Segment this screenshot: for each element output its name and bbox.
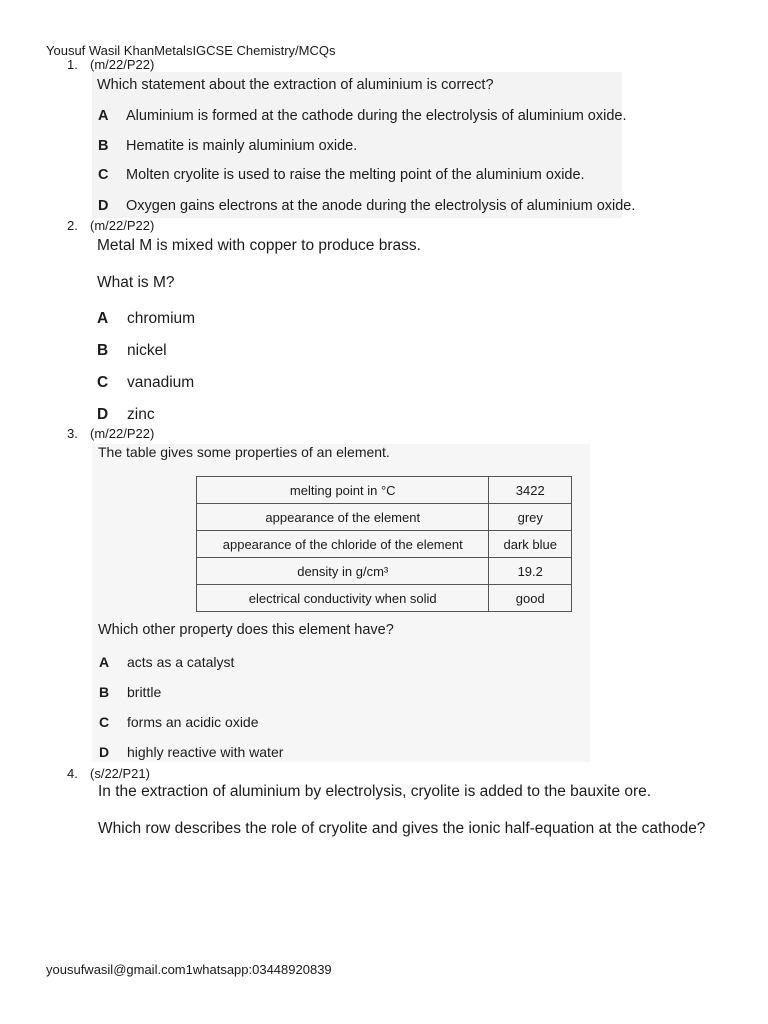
question-2-option-b: B nickel xyxy=(97,342,167,359)
value-cell: dark blue xyxy=(489,531,572,558)
question-4-number: 4. xyxy=(67,766,78,781)
value-cell: 19.2 xyxy=(489,558,572,585)
value-cell: 3422 xyxy=(489,477,572,504)
question-3-code: (m/22/P22) xyxy=(90,426,155,441)
question-3-option-d: D highly reactive with water xyxy=(99,744,284,760)
question-1-option-a: A Aluminium is formed at the cathode during the electrolysis of aluminium oxide. xyxy=(98,108,627,124)
value-cell: grey xyxy=(489,504,572,531)
question-3-option-c: C forms an acidic oxide xyxy=(99,714,259,730)
question-1-option-c: C Molten cryolite is used to raise the melting point of the aluminium oxide. xyxy=(98,167,585,183)
property-cell: density in g/cm³ xyxy=(197,558,489,585)
question-2-stem: Metal M is mixed with copper to produce brass. xyxy=(97,237,421,254)
property-cell: appearance of the chloride of the element xyxy=(197,531,489,558)
question-3-option-a: A acts as a catalyst xyxy=(99,654,235,670)
question-3-question: Which other property does this element have? xyxy=(98,622,394,638)
question-4-code: (s/22/P21) xyxy=(90,766,150,781)
question-2-option-a: A chromium xyxy=(97,310,196,327)
property-cell: electrical conductivity when solid xyxy=(197,585,489,612)
question-3-option-b: B brittle xyxy=(99,684,162,700)
table-row xyxy=(197,504,572,531)
table-row xyxy=(197,531,572,558)
question-2-code: (m/22/P22) xyxy=(90,218,155,233)
question-3-number: 3. xyxy=(67,426,78,441)
question-3-stem: The table gives some properties of an element. xyxy=(98,444,390,460)
question-1-number: 1. xyxy=(67,57,78,72)
document-footer: yousufwasil@gmail.com1whatsapp:03448920839 xyxy=(46,962,332,977)
question-2-question: What is M? xyxy=(97,274,175,291)
table-row xyxy=(197,477,572,504)
question-2-option-c: C vanadium xyxy=(97,374,195,391)
document-header: Yousuf Wasil KhanMetalsIGCSE Chemistry/MCQs xyxy=(46,43,336,58)
question-2-number: 2. xyxy=(67,218,78,233)
table-row xyxy=(197,558,572,585)
property-cell: appearance of the element xyxy=(197,504,489,531)
question-1-stem: Which statement about the extraction of aluminium is correct? xyxy=(97,77,494,93)
table-row xyxy=(197,585,572,612)
question-2-option-d: D zinc xyxy=(97,406,155,420)
question-1-option-b: B Hematite is mainly aluminium oxide. xyxy=(98,138,358,154)
question-4-stem: In the extraction of aluminium by electrolysis, cryolite is added to the bauxite ore. xyxy=(98,783,652,800)
property-cell: melting point in °C xyxy=(197,477,489,504)
value-cell: good xyxy=(489,585,572,612)
question-1-code: (m/22/P22) xyxy=(90,57,155,72)
question-4-question: Which row describes the role of cryolite and gives the ionic half-equation at the cathode? xyxy=(98,820,706,837)
question-1-option-d: D Oxygen gains electrons at the anode during the electrolysis of aluminium oxide. xyxy=(98,198,636,214)
element-properties-table xyxy=(196,476,572,612)
